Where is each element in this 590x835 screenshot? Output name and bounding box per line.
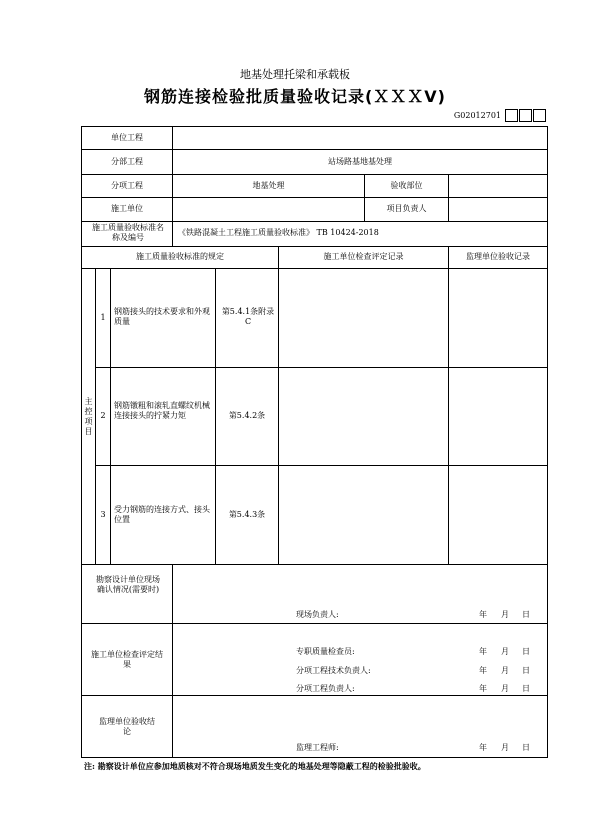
header-construction-check: 施工单位检查评定记录 <box>323 252 404 261</box>
grid-line <box>82 623 547 624</box>
grid-line <box>172 221 173 246</box>
grid-line <box>82 221 547 222</box>
unit-project-label: 单位工程 <box>111 133 143 142</box>
grid-line <box>172 564 173 757</box>
date-year: 年 <box>479 666 487 675</box>
header-supervision-record: 监理单位验收记录 <box>466 252 530 261</box>
item-description: 钢筋接头的技术要求和外观质量 <box>114 307 210 326</box>
supervision-record-cell[interactable] <box>449 466 547 564</box>
construction-check-cell[interactable] <box>279 269 448 367</box>
date-day: 日 <box>522 684 530 693</box>
supervision-record-cell[interactable] <box>449 368 547 465</box>
form-code <box>454 107 546 123</box>
standard-label: 施工质量验收标准名称及编号 <box>92 223 164 242</box>
form-title: 钢筋连接检验批质量验收记录(ＸＸＸⅤ) <box>143 87 446 106</box>
sub-project-label: 分部工程 <box>111 157 143 166</box>
supervision-record-cell[interactable] <box>449 269 547 367</box>
item-number: 1 <box>100 313 106 322</box>
date-day: 日 <box>522 743 530 752</box>
date-day: 日 <box>522 647 530 656</box>
grid-line <box>448 174 449 221</box>
quality-inspector: 专职质量检查员: <box>296 647 355 656</box>
date-year: 年 <box>479 610 487 619</box>
item-number: 2 <box>100 411 106 420</box>
code-box[interactable] <box>505 109 518 122</box>
record-table <box>81 126 548 758</box>
code-box[interactable] <box>519 109 532 122</box>
supervision-conclusion-label: 监理单位验收结论 <box>99 717 155 736</box>
grid-line <box>110 268 111 564</box>
form-code-text: G02012701 <box>453 110 501 120</box>
date-year: 年 <box>479 647 487 656</box>
header-regulation: 施工质量验收标准的规定 <box>136 252 224 261</box>
date-year: 年 <box>479 743 487 752</box>
date-month: 月 <box>501 743 509 752</box>
form-subtitle: 地基处理托梁和承载板 <box>240 68 350 81</box>
survey-label: 勘察设计单位现场确认情况(需要时) <box>96 575 160 594</box>
grid-line <box>82 695 547 696</box>
sub-project-value[interactable]: 站场路基地基处理 <box>328 157 392 166</box>
date-month: 月 <box>501 647 509 656</box>
item-clause: 第5.4.1条附录C <box>221 307 275 326</box>
construction-unit-label: 施工单位 <box>111 204 143 213</box>
grid-line <box>82 564 547 565</box>
item-number: 3 <box>100 510 106 519</box>
date-month: 月 <box>501 610 509 619</box>
item-project-value[interactable]: 地基处理 <box>252 181 285 190</box>
grid-line <box>82 246 547 247</box>
construction-result-label: 施工单位检查评定结果 <box>91 650 163 669</box>
date-month: 月 <box>501 684 509 693</box>
code-box[interactable] <box>533 109 546 122</box>
construction-check-cell[interactable] <box>279 466 448 564</box>
date-day: 日 <box>522 666 530 675</box>
grid-line <box>172 127 173 149</box>
grid-line <box>82 197 547 198</box>
date-month: 月 <box>501 666 509 675</box>
construction-check-cell[interactable] <box>279 368 448 465</box>
item-project-label: 分项工程 <box>111 181 143 190</box>
supervision-engineer: 监理工程师: <box>296 743 339 752</box>
grid-line <box>82 174 547 175</box>
item-description: 钢筋镦粗和滚轧直螺纹机械连接接头的拧紧力矩 <box>114 401 210 420</box>
item-clause: 第5.4.3条 <box>228 510 266 519</box>
item-description: 受力钢筋的连接方式、接头位置 <box>114 505 210 524</box>
acceptance-part-label: 验收部位 <box>390 181 423 190</box>
date-year: 年 <box>479 684 487 693</box>
project-leader-label: 项目负责人 <box>386 204 427 213</box>
grid-line <box>82 149 547 150</box>
footnote: 注: 勘察设计单位应参加地质核对不符合现场地质发生变化的地基处理等隐蔽工程的检验批验收。 <box>84 761 426 771</box>
item-clause: 第5.4.2条 <box>228 411 266 420</box>
grid-line <box>215 268 216 564</box>
item-leader: 分项工程负责人: <box>296 684 355 693</box>
technical-leader: 分项工程技术负责人: <box>296 666 371 675</box>
date-day: 日 <box>522 610 530 619</box>
main-control-items-label: 主控项目 <box>84 397 93 436</box>
standard-value: 《铁路混凝土工程施工质量验收标准》 TB 10424-2018 <box>178 228 379 237</box>
survey-signer: 现场负责人: <box>296 610 339 619</box>
